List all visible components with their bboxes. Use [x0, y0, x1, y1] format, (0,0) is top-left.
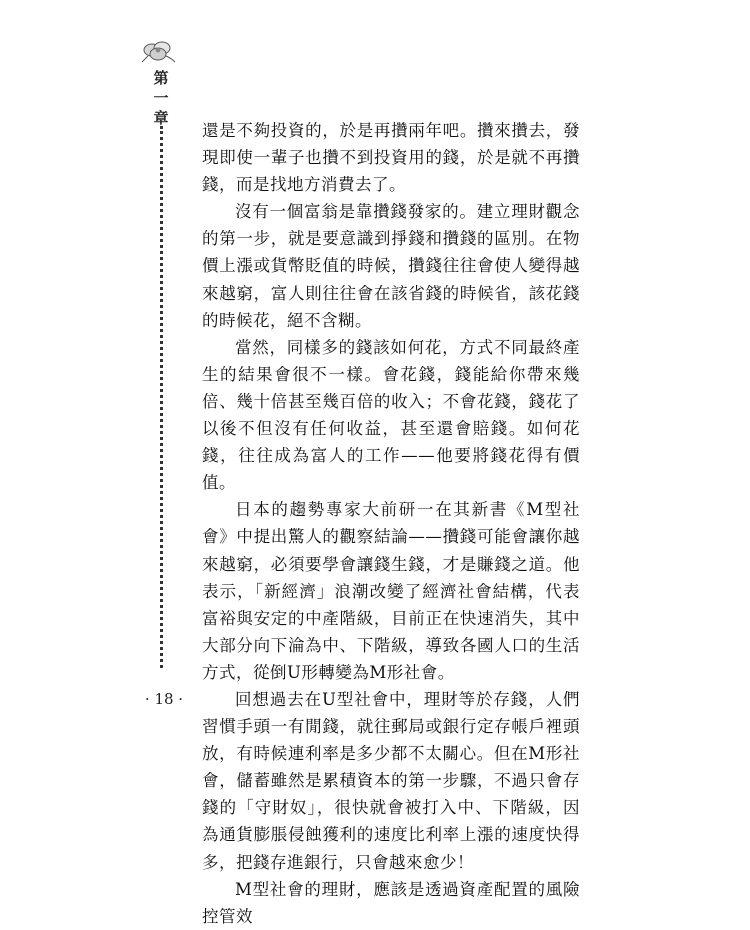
chapter-char-1: 第 — [153, 69, 169, 87]
body-text — [202, 117, 580, 930]
paragraph-6: M型社會的理財，應該是透過資產配置的風險控管效 — [202, 879, 580, 926]
paragraph-2: 沒有一個富翁是靠攢錢發家的。建立理財觀念的第一步，就是要意識到掙錢和攢錢的區別。在物價上漲或貨幣貶值的時候，攢錢往往會使人變得越來越窮，富人則往往會在該省錢的時候省，該花錢的時候花，絕不含糊。 — [202, 202, 580, 330]
dotted-margin-rule — [160, 126, 163, 668]
chapter-label — [150, 68, 172, 128]
paragraph-1: 還是不夠投資的，於是再攢兩年吧。攢來攢去，發現即使一輩子也攢不到投資用的錢，於是就不再攢錢，而是找地方消費去了。 — [202, 121, 580, 195]
chapter-char-2: 一 — [153, 89, 169, 107]
flower-ornament-icon — [140, 38, 178, 64]
chapter-flower-icon — [140, 38, 178, 64]
paragraph-4: 日本的趨勢專家大前研一在其新書《M型社會》中提出驚人的觀察結論——攢錢可能會讓你越來越窮，必須要學會讓錢生錢，才是賺錢之道。他表示，「新經濟」浪潮改變了經濟社會結構，代表富裕與安定的中產階級，目前正在快速消失，其中大部分向下淪為中、下階級，導致各國人口的生活方式，從倒U形轉變為M形社會。 — [202, 500, 580, 682]
chapter-char-3: 章 — [153, 109, 169, 127]
paragraph-3: 當然，同樣多的錢該如何花，方式不同最終產生的結果會很不一樣。會花錢，錢能給你帶來幾倍、幾十倍甚至幾百倍的收入；不會花錢，錢花了以後不但沒有任何收益，甚至還會賠錢。如何花錢，往往成為富人的工作——他要將錢花得有價值。 — [202, 337, 580, 493]
paragraph-5: 回想過去在U型社會中，理財等於存錢，人們習慣手頭一有閒錢，就往郵局或銀行定存帳戶裡頭放，有時候連利率是多少都不太關心。但在M形社會，儲蓄雖然是累積資本的第一步驟，不過只會存錢的「守財奴」，很快就會被打入中、下階級，因為通貨膨脹侵蝕獲利的速度比利率上漲的速度快得多，把錢存進銀行，只會越來愈少！ — [202, 689, 580, 872]
page-number: · 18 · — [144, 690, 184, 708]
